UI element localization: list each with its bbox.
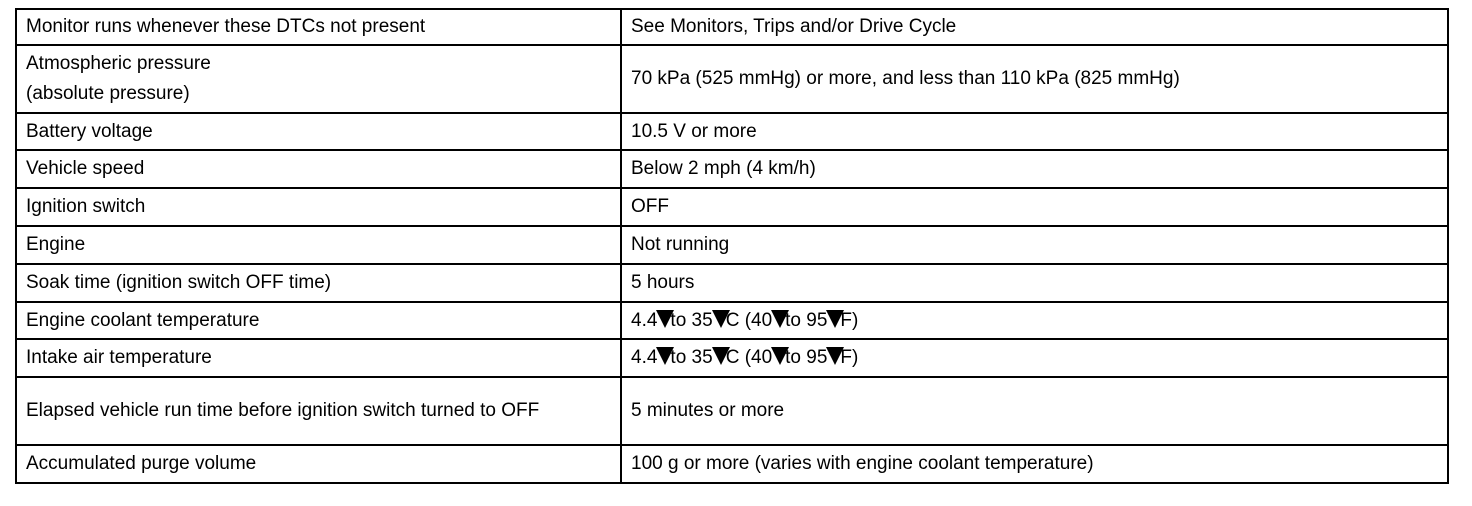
- value-cell: 70 kPa (525 mmHg) or more, and less than 110 kPa (825 mmHg): [621, 45, 1448, 113]
- table-row: [16, 377, 1448, 445]
- condition-cell: Vehicle speed: [16, 150, 621, 188]
- value-cell: Below 2 mph (4 km/h): [621, 150, 1448, 188]
- conditions-sheet: [15, 8, 1447, 484]
- condition-cell: Accumulated purge volume: [16, 445, 621, 483]
- value-cell: 4.4 to 35 C (40 to 95 F): [621, 302, 1448, 339]
- condition-cell: Elapsed vehicle run time before ignition switch turned to OFF: [16, 377, 621, 445]
- condition-cell: Engine: [16, 226, 621, 264]
- value-cell: 100 g or more (varies with engine coolant temperature): [621, 445, 1448, 483]
- value-cell: 5 minutes or more: [621, 377, 1448, 445]
- condition-cell: Intake air temperature: [16, 339, 621, 377]
- condition-cell: Soak time (ignition switch OFF time): [16, 264, 621, 302]
- table-row: [16, 302, 1448, 339]
- table-row: [16, 188, 1448, 226]
- condition-cell: Ignition switch: [16, 188, 621, 226]
- table-row: [16, 339, 1448, 377]
- value-cell: 10.5 V or more: [621, 113, 1448, 150]
- condition-cell: Monitor runs whenever these DTCs not present: [16, 9, 621, 45]
- table-row: [16, 113, 1448, 150]
- condition-line: Atmospheric pressure (absolute pressure): [26, 53, 211, 104]
- table-row: [16, 226, 1448, 264]
- value-cell: OFF: [621, 188, 1448, 226]
- condition-cell: Engine coolant temperature: [16, 302, 621, 339]
- monitor-conditions-table: [15, 8, 1449, 484]
- value-cell: 5 hours: [621, 264, 1448, 302]
- table-row: [16, 150, 1448, 188]
- table-row: [16, 45, 1448, 113]
- condition-cell: [16, 45, 621, 113]
- value-cell: See Monitors, Trips and/or Drive Cycle: [621, 9, 1448, 45]
- table-row: [16, 264, 1448, 302]
- value-cell: Not running: [621, 226, 1448, 264]
- value-cell: 4.4 to 35 C (40 to 95 F): [621, 339, 1448, 377]
- table-row: [16, 9, 1448, 45]
- table-row: [16, 445, 1448, 483]
- condition-cell: Battery voltage: [16, 113, 621, 150]
